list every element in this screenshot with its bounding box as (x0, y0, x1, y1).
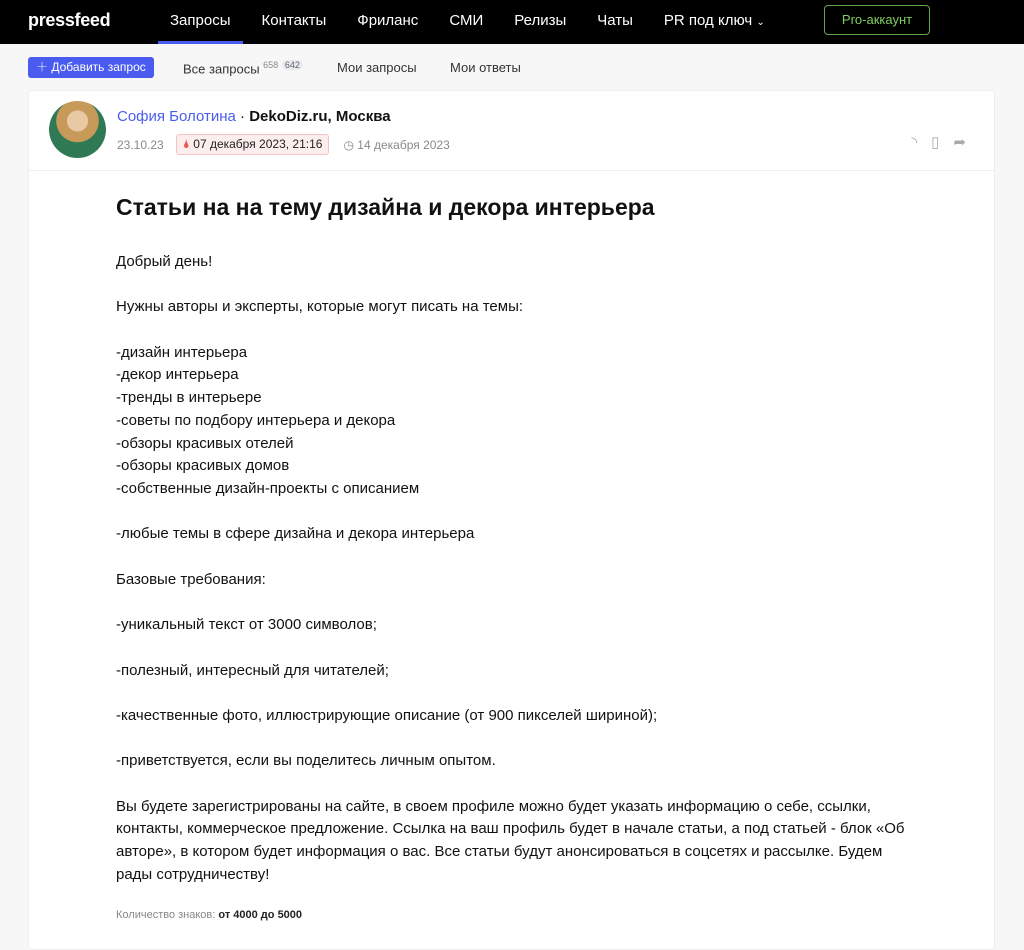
bookmark-icon[interactable]: ▯ (931, 134, 940, 151)
add-request-label: Добавить запрос (51, 60, 146, 74)
body-line (116, 773, 906, 796)
body-line: -обзоры красивых отелей (116, 434, 294, 452)
avatar[interactable] (49, 101, 106, 158)
sub-nav (0, 44, 1024, 90)
body-line: -декор интерьера (116, 366, 239, 384)
body-line: Нужны авторы и эксперты, которые могут писать на темы: (116, 298, 524, 316)
nav-contacts[interactable]: Контакты (261, 12, 327, 29)
body-line (116, 728, 906, 751)
tab-label: Все запросы (183, 61, 260, 77)
deadline-text: 07 декабря 2023, 21:16 (193, 137, 323, 151)
char-count-label: Количество знаков: (116, 909, 216, 921)
author-line: София Болотина · DekoDiz.ru, Москва (117, 108, 391, 125)
share-icon[interactable]: ➦ (953, 134, 966, 151)
body-line: -приветствуется, если вы поделитесь личным опытом. (116, 752, 496, 770)
request-card (28, 90, 995, 950)
body-line: -собственные дизайн-проекты с описанием (116, 480, 420, 497)
nav-requests[interactable]: Запросы (158, 0, 243, 44)
body-line (116, 274, 906, 297)
body-line: -любые темы в сфере дизайна и декора интерьера (116, 525, 475, 543)
add-request-button[interactable] (28, 57, 154, 78)
plus-icon: ＋ (36, 60, 49, 74)
body-line: -полезный, интересный для читателей; (116, 661, 389, 679)
author-link[interactable]: София Болотина (117, 108, 236, 125)
nav-pr-label: PR под ключ (663, 12, 753, 29)
rss-icon[interactable]: ◝ (911, 134, 918, 151)
main-nav (158, 0, 784, 44)
new-count-badge: 642 (282, 60, 303, 70)
char-count-value: от 4000 до 5000 (218, 909, 303, 921)
body-line: -уникальный текст от 3000 символов; (116, 616, 377, 634)
all-count: 658 (263, 60, 279, 70)
top-bar (0, 0, 1024, 44)
created-date: 23.10.23 (117, 137, 164, 152)
body-line (116, 682, 906, 705)
logo[interactable]: pressfeed (28, 10, 111, 30)
body-line: -советы по подбору интерьера и декора (116, 411, 396, 429)
fire-icon: 🌢 (182, 137, 190, 151)
body-line (116, 319, 906, 342)
tab-my-answers[interactable]: Мои ответы (450, 60, 521, 75)
nav-media[interactable]: СМИ (449, 12, 484, 29)
body-line: -обзоры красивых домов (116, 457, 290, 475)
nav-releases[interactable]: Релизы (514, 12, 567, 29)
publish-date-text: 14 декабря 2023 (357, 137, 450, 152)
deadline-badge (176, 134, 330, 155)
calendar-clock-icon: ◷ (343, 137, 354, 152)
body-line (116, 546, 906, 569)
nav-freelance[interactable]: Фриланс (357, 12, 419, 29)
publish-date (343, 138, 449, 152)
body-line: -качественные фото, иллюстрирующие описание (от 900 пикселей шириной); (116, 706, 658, 724)
tab-my-requests[interactable]: Мои запросы (337, 60, 417, 75)
request-title: Статьи на на тему дизайна и декора интерьера (116, 194, 655, 220)
card-actions (911, 133, 966, 151)
char-count (116, 909, 302, 921)
tab-all-requests[interactable] (183, 60, 303, 76)
nav-pr-turnkey[interactable] (652, 0, 777, 44)
body-line: -тренды в интерьере (116, 389, 262, 407)
body-line: Вы будете зарегистрированы на сайте, в своем профиле можно будет указать информацию о себе, ссылки, контакты, коммерческое предложение. Ссылка на ваш профиль будет в начале статьи, а под статьей - блок «Об авторе», в котором будет информация о вас. Все статьи будут анонсироваться в соцсетях и рассылке. Будем рады сотрудничеству! (116, 797, 905, 883)
outlet: DekoDiz.ru, Москва (249, 108, 391, 125)
body-line (116, 637, 906, 660)
pro-account-button[interactable]: Pro-аккаунт (824, 5, 930, 35)
body-line: -дизайн интерьера (116, 343, 248, 361)
body-line: Добрый день! (116, 253, 213, 270)
nav-chats[interactable]: Чаты (597, 12, 633, 29)
body-line (116, 501, 906, 524)
chevron-down-icon: ⌄ (756, 17, 765, 28)
meta-row (117, 134, 450, 155)
card-header (29, 91, 994, 171)
request-body (116, 251, 906, 887)
body-line: Базовые требования: (116, 570, 266, 588)
body-line (116, 591, 906, 614)
